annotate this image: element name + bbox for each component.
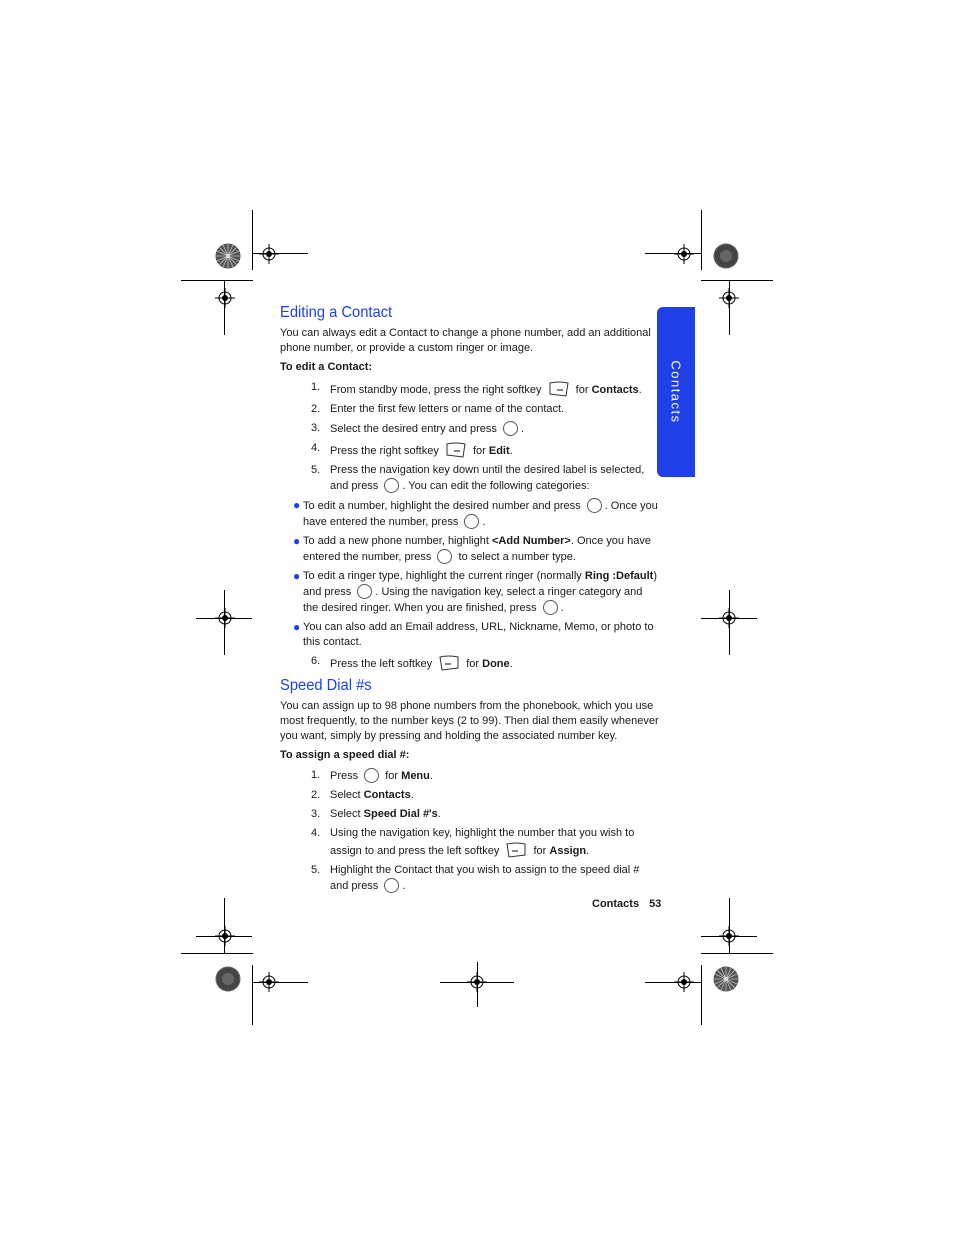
list-item: ● To edit a number, highlight the desired number and press . Once you have entered the number, press .	[293, 498, 658, 528]
registration-mark-icon	[674, 972, 694, 992]
section-intro: You can always edit a Contact to change a phone number, add an additional phone number, or provide a custom ringer or image.	[280, 327, 651, 354]
registration-mark-icon	[719, 288, 739, 308]
section-intro: You can assign up to 98 phone numbers from the phonebook, which you use most frequently, to the number keys (2 to 99). Then dial them easily whenever you want, simply by pressing and holding the associated number key.	[280, 700, 659, 742]
ok-key-icon	[464, 514, 479, 529]
ok-key-icon	[384, 478, 399, 493]
ok-key-icon	[437, 549, 452, 564]
registration-mark-icon	[259, 972, 279, 992]
registration-mark-icon	[215, 288, 235, 308]
ok-key-icon	[357, 584, 372, 599]
ok-key-icon	[503, 421, 518, 436]
side-tab-label: Contacts	[668, 360, 684, 424]
registration-mark-icon	[719, 608, 739, 628]
list-item: 1. From standby mode, press the right softkey for Contacts.	[311, 381, 642, 396]
list-item: 6. Press the left softkey for Done.	[311, 655, 513, 670]
ok-key-icon	[587, 498, 602, 513]
left-softkey-icon	[438, 654, 460, 672]
category-bullets	[291, 498, 660, 650]
list-item: 5. Press the navigation key down until the desired label is selected, and press . You can edit the following categories: ● To edit a number, highlight the desired number and press . Once you have entered the number, press . ● To add a new phone number, highlight <Add Number>. Once you have entered the number, press to select a number type. ● To edit a ringer type, highlight the current ringer (normally Ring :Default) and press . Using the navigation key, select a ringer category and the desired ringer. When you are finished, press . ● You can also add an Email address, URL, Nickname, Memo, or photo to this contact.	[280, 463, 660, 650]
starburst-mark-icon	[713, 966, 739, 992]
list-item: 5. Highlight the Contact that you wish to assign to the speed dial # and press .	[311, 864, 640, 892]
section-side-tab	[657, 307, 695, 477]
ok-key-icon	[364, 768, 379, 783]
procedure-title: To edit a Contact:	[280, 361, 373, 373]
list-item: 2. Select Contacts.	[311, 789, 414, 801]
footer-section-name: Contacts	[592, 898, 640, 910]
list-item: ● To edit a ringer type, highlight the current ringer (normally Ring :Default) and press . Using the navigation key, select a ringer category and the desired ringer. When you are finished, press .	[293, 569, 657, 614]
right-softkey-icon	[445, 441, 467, 459]
registration-mark-icon	[215, 926, 235, 946]
list-item: ● To add a new phone number, highlight <Add Number>. Once you have entered the number, press to select a number type.	[293, 534, 651, 563]
right-softkey-icon	[548, 380, 570, 398]
page-footer	[592, 898, 661, 910]
bullet-icon: ●	[293, 569, 301, 583]
list-item: 3. Select the desired entry and press .	[311, 422, 525, 435]
starburst-mark-icon	[215, 243, 241, 269]
list-item: 4. Using the navigation key, highlight the number that you wish to assign to and press the left softkey for Assign.	[311, 827, 635, 857]
registration-mark-icon	[215, 608, 235, 628]
section-title-editing-contact: Editing a Contact	[280, 304, 393, 321]
page-number: 53	[649, 898, 662, 910]
steps-list	[280, 380, 660, 672]
bullet-icon: ●	[293, 620, 301, 634]
left-softkey-icon	[505, 841, 527, 859]
steps-list	[280, 768, 660, 894]
list-item: 4. Press the right softkey for Edit.	[311, 442, 513, 457]
registration-mark-icon	[674, 244, 694, 264]
bullet-icon: ●	[293, 534, 301, 548]
registration-mark-icon	[467, 972, 487, 992]
bullet-icon: ●	[293, 498, 301, 512]
registration-mark-icon	[719, 926, 739, 946]
list-item: ● You can also add an Email address, URL, Nickname, Memo, or photo to this contact.	[293, 620, 654, 648]
section-title-speed-dial: Speed Dial #s	[280, 677, 372, 694]
ok-key-icon	[543, 600, 558, 615]
procedure-title: To assign a speed dial #:	[280, 749, 410, 761]
list-item: 2. Enter the first few letters or name of the contact.	[311, 403, 565, 415]
registration-mark-icon	[259, 244, 279, 264]
list-item: 3. Select Speed Dial #'s.	[311, 808, 441, 820]
starburst-mark-icon	[713, 243, 739, 269]
list-item: 1. Press for Menu.	[311, 769, 433, 782]
starburst-mark-icon	[215, 966, 241, 992]
page-content	[280, 303, 660, 898]
ok-key-icon	[384, 878, 399, 893]
